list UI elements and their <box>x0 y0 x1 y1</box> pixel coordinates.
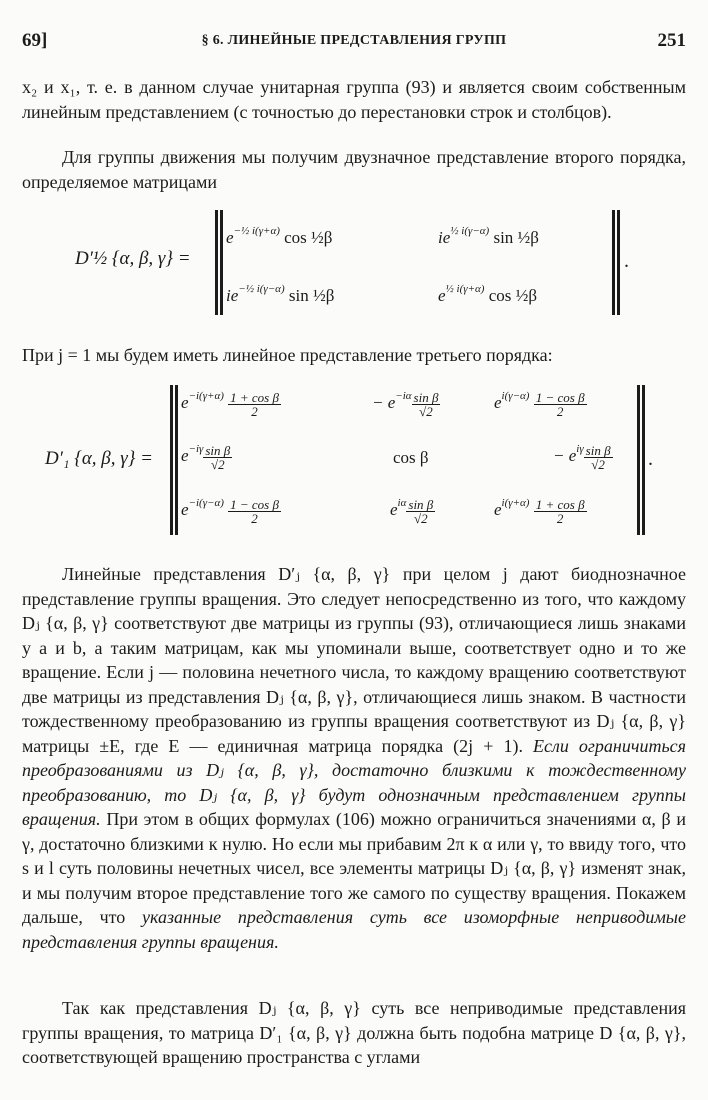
eq1-lhs: D′½ {α, β, γ} = <box>75 248 191 269</box>
eq2-left-bar-2 <box>175 385 178 535</box>
eq1-period: . <box>624 250 629 272</box>
paragraph-5 <box>22 996 686 1070</box>
eq1-m12: $ie^{\frac{1}{2} i(\gamma-\alpha)}$ sin ½β <box>438 225 539 247</box>
eq2-a33: $e^{i(\gamma+\alpha)}$ $\frac{\text{1 + cos β}}{2}$ <box>494 496 585 526</box>
paragraph-4-start: Линейные представления D′ⱼ {α, β, γ} при целом j дают биоднозначное представление группы вращения. Это следует непосредственно из того, что каждому Dⱼ {α, β, γ} соответствуют две матрицы из группы (93), отличающиеся лишь знаками у a и b, а таким матрицам, как мы упоминали выше, соответствует одно и то же вращение. Если j — половина нечетного числа, то каждому вращению соответствуют две матрицы из представления Dⱼ {α, β, γ}, отличающиеся лишь знаком. В частности тождественному преобразованию из группы вращения соответствуют из Dⱼ {α, β, γ} матрицы ±E, где E — единичная матрица порядка (2j + 1). <box>22 564 686 756</box>
paragraph-2 <box>22 145 686 194</box>
eq2-a23: − $e^{i\gamma}$ $\frac{\text{sin β}}{√2}$ <box>553 442 611 472</box>
eq1-m11: $e^{-\frac{1}{2} i(\gamma+\alpha)}$ cos ½β <box>226 225 333 247</box>
page-header <box>22 30 686 54</box>
eq2-a31: $e^{-i(\gamma-\alpha)}$ $\frac{\text{1 − cos β}}{2}$ <box>181 496 279 526</box>
page-number: 251 <box>657 30 686 51</box>
eq2-lhs: D′₁ {α, β, γ} = <box>45 448 153 469</box>
paragraph-1: x₂ и x₁, т. е. в данном случае унитарная группа (93) и является своим собственным линейным представлением (с точностью до перестановки строк и столбцов). <box>22 77 686 122</box>
eq2-a13: $e^{i(\gamma-\alpha)}$ $\frac{\text{1 − cos β}}{2}$ <box>494 389 585 419</box>
eq2-a21: $e^{-i\gamma}$ $\frac{\text{sin β}}{√2}$ <box>181 442 231 472</box>
eq2-a32: $e^{i\alpha}$ $\frac{\text{sin β}}{√2}$ <box>390 496 434 526</box>
eq1-m22: $e^{\frac{1}{2} i(\gamma+\alpha)}$ cos ½β <box>438 283 538 305</box>
paragraph-4-italic-1: Если ограничиться преобразованиями из Dⱼ {α, β, γ}, достаточно близкими к тождественному преобразованию, то Dⱼ {α, β, γ} будут однозначным представлением группы вращения. <box>22 735 686 829</box>
eq1-right-bar-1 <box>612 210 615 315</box>
paragraph-5-text: Так как представления Dⱼ {α, β, γ} суть все неприводимые представления группы вращения, то матрица D′₁ {α, β, γ} должна быть подобна матрице D {α, β, γ}, соответствующей вращению пространства с углами <box>22 998 686 1067</box>
running-title: § 6. ЛИНЕЙНЫЕ ПРЕДСТАВЛЕНИЯ ГРУПП <box>201 33 507 48</box>
eq2-right-bar-2 <box>642 385 645 535</box>
eq2-right-bar-1 <box>637 385 640 535</box>
eq2-a12: − $e^{-i\alpha}$ $\frac{\text{sin β}}{√2}$ <box>372 389 439 419</box>
eq1-m21: $ie^{-\frac{1}{2} i(\gamma-\alpha)}$ sin ½β <box>226 283 335 305</box>
eq2-a11: $e^{-i(\gamma+\alpha)}$ $\frac{\text{1 + cos β}}{2}$ <box>181 389 279 419</box>
eq1-right-bar-2 <box>617 210 620 315</box>
eq2-a22: cos β <box>393 448 429 467</box>
section-number: 69] <box>22 30 48 51</box>
eq2-period: . <box>648 448 653 470</box>
paragraph-4 <box>22 562 686 954</box>
eq2-left-bar-1 <box>170 385 173 535</box>
eq1-left-bar-2 <box>220 210 223 315</box>
paragraph-4-italic-2: указанные представления суть все изоморфные неприводимые представления группы вращения. <box>22 907 686 952</box>
eq1-left-bar-1 <box>215 210 218 315</box>
paragraph-2-text: Для группы движения мы получим двузначное представление второго порядка, определяемое матрицами <box>22 147 686 192</box>
paragraph-4-middle: При этом в общих формулах (106) можно ограничиться значениями α, β и γ, достаточно близкими к нулю. Но если мы прибавим 2π к α или γ, то ввиду того, что s и l суть половины нечетных чисел, все элементы матрицы Dⱼ {α, β, γ} изменят знак, и мы получим второе представление того же самого по существу вращения. Покажем дальше, что <box>22 809 686 927</box>
paragraph-3: При j = 1 мы будем иметь линейное представление третьего порядка: <box>22 345 553 365</box>
